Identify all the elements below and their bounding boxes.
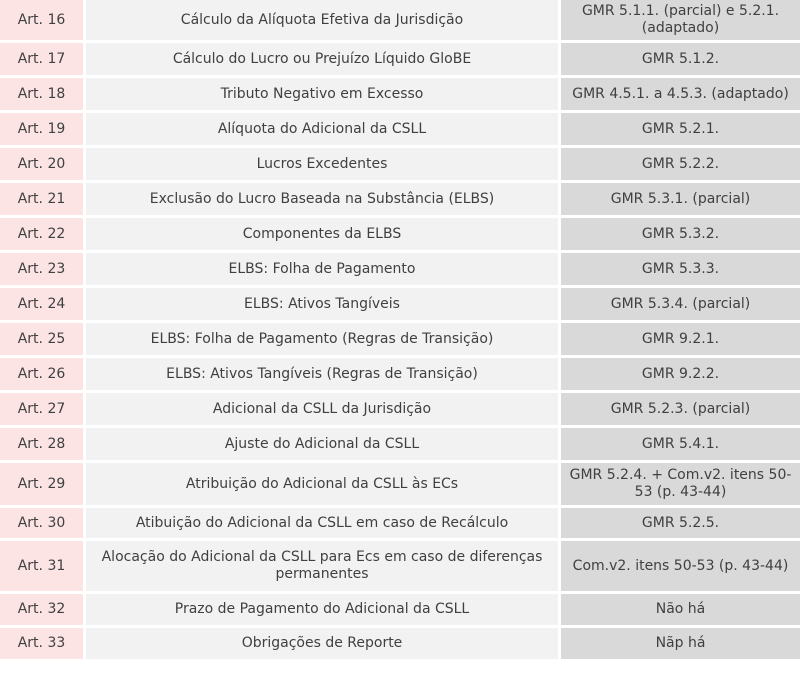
reference-cell: GMR 5.2.3. (parcial) xyxy=(561,393,800,425)
article-cell: Art. 24 xyxy=(0,288,83,320)
table-row xyxy=(0,508,800,538)
article-cell: Art. 16 xyxy=(0,0,83,40)
reference-cell: GMR 5.1.2. xyxy=(561,43,800,75)
reference-cell: GMR 5.2.1. xyxy=(561,113,800,145)
reference-cell: Não há xyxy=(561,594,800,625)
reference-cell: GMR 5.3.1. (parcial) xyxy=(561,183,800,215)
table-row xyxy=(0,428,800,460)
table-row xyxy=(0,288,800,320)
article-cell: Art. 30 xyxy=(0,508,83,538)
table-row xyxy=(0,43,800,75)
table-row xyxy=(0,148,800,180)
table-row xyxy=(0,393,800,425)
article-cell: Art. 26 xyxy=(0,358,83,390)
table-row xyxy=(0,0,800,40)
article-cell: Art. 21 xyxy=(0,183,83,215)
reference-cell: GMR 5.2.5. xyxy=(561,508,800,538)
reference-cell: GMR 5.3.3. xyxy=(561,253,800,285)
title-cell: Exclusão do Lucro Baseada na Substância (ELBS) xyxy=(86,183,558,215)
article-cell: Art. 33 xyxy=(0,628,83,659)
article-cell: Art. 20 xyxy=(0,148,83,180)
article-cell: Art. 31 xyxy=(0,541,83,591)
article-cell: Art. 22 xyxy=(0,218,83,250)
title-cell: Cálculo da Alíquota Efetiva da Jurisdição xyxy=(86,0,558,40)
title-cell: Cálculo do Lucro ou Prejuízo Líquido GloBE xyxy=(86,43,558,75)
title-cell: Alocação do Adicional da CSLL para Ecs em caso de diferenças permanentes xyxy=(86,541,558,591)
reference-cell: GMR 5.2.2. xyxy=(561,148,800,180)
title-cell: ELBS: Ativos Tangíveis xyxy=(86,288,558,320)
table-row xyxy=(0,358,800,390)
reference-cell: GMR 5.3.4. (parcial) xyxy=(561,288,800,320)
article-cell: Art. 17 xyxy=(0,43,83,75)
article-cell: Art. 19 xyxy=(0,113,83,145)
table-row xyxy=(0,218,800,250)
reference-cell: GMR 5.4.1. xyxy=(561,428,800,460)
title-cell: Componentes da ELBS xyxy=(86,218,558,250)
article-cell: Art. 28 xyxy=(0,428,83,460)
title-cell: ELBS: Folha de Pagamento (Regras de Transição) xyxy=(86,323,558,355)
title-cell: ELBS: Folha de Pagamento xyxy=(86,253,558,285)
title-cell: Alíquota do Adicional da CSLL xyxy=(86,113,558,145)
table-row xyxy=(0,594,800,625)
title-cell: Prazo de Pagamento do Adicional da CSLL xyxy=(86,594,558,625)
reference-cell: GMR 9.2.2. xyxy=(561,358,800,390)
table-row xyxy=(0,323,800,355)
title-cell: Atribuição do Adicional da CSLL às ECs xyxy=(86,463,558,505)
title-cell: Tributo Negativo em Excesso xyxy=(86,78,558,110)
title-cell: Lucros Excedentes xyxy=(86,148,558,180)
title-cell: Obrigações de Reporte xyxy=(86,628,558,659)
title-cell: ELBS: Ativos Tangíveis (Regras de Transição) xyxy=(86,358,558,390)
reference-cell: GMR 9.2.1. xyxy=(561,323,800,355)
reference-cell: Com.v2. itens 50-53 (p. 43-44) xyxy=(561,541,800,591)
table-row xyxy=(0,253,800,285)
article-cell: Art. 32 xyxy=(0,594,83,625)
table-row xyxy=(0,628,800,659)
reference-cell: GMR 4.5.1. a 4.5.3. (adaptado) xyxy=(561,78,800,110)
article-cell: Art. 25 xyxy=(0,323,83,355)
reference-cell: Nãp há xyxy=(561,628,800,659)
reference-cell: GMR 5.1.1. (parcial) e 5.2.1. (adaptado) xyxy=(561,0,800,40)
article-cell: Art. 29 xyxy=(0,463,83,505)
table-row xyxy=(0,541,800,591)
article-cell: Art. 23 xyxy=(0,253,83,285)
table-row xyxy=(0,113,800,145)
table-row xyxy=(0,183,800,215)
reference-cell: GMR 5.3.2. xyxy=(561,218,800,250)
table-row xyxy=(0,463,800,505)
reference-cell: GMR 5.2.4. + Com.v2. itens 50-53 (p. 43-44) xyxy=(561,463,800,505)
table-row xyxy=(0,78,800,110)
article-cell: Art. 18 xyxy=(0,78,83,110)
title-cell: Atibuição do Adicional da CSLL em caso de Recálculo xyxy=(86,508,558,538)
title-cell: Ajuste do Adicional da CSLL xyxy=(86,428,558,460)
article-cell: Art. 27 xyxy=(0,393,83,425)
title-cell: Adicional da CSLL da Jurisdição xyxy=(86,393,558,425)
